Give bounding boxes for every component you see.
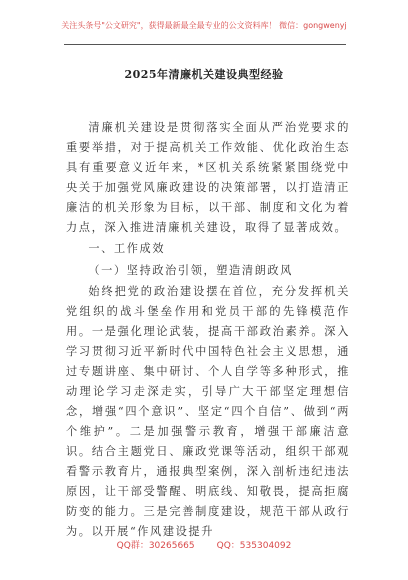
section-heading: 一、工作成效 [88,242,166,255]
intro-paragraph: 清廉机关建设是贯彻落实全面从严治党要求的重要举措，对于提高机关工作效能、优化政治生态具有重要意义近年来，*区机关系统紧紧围绕党中央关于加强党风廉政建设的决策部署，以打造清正廉洁的机关形象为目标，以干部、制度和文化为着力点，深入推进清廉机关建设，取得了显著成效。 [66,121,350,234]
footer-qq-group: QQ群：30265665 [116,541,195,551]
document-body [66,118,350,542]
header-divider [64,44,346,45]
footer-qq: QQ：535304092 [216,541,292,551]
subsection-heading: （一）坚持政治引领，塑造清朗政风 [88,264,293,277]
footer-contact [0,538,408,551]
document-title: 2025年清廉机关建设典型经验 [124,68,284,81]
header-note: 关注头条号"公文研究"，获得最新最全最专业的公文资料库！ 微信：gongwenyj [61,21,347,30]
body-paragraph: 始终把党的政治建设摆在首位，充分发挥机关党组织的战斗堡垒作用和党员干部的先锋模范作用。一是强化理论武装，提高干部政治素养。深入学习贯彻习近平新时代中国特色社会主义思想，通过专题讲座、集中研讨、个人自学等多种形式，推动理论学习走深走实，引导广大干部坚定理想信念，增强“四个意识”、坚定“四个自信”、做到“两个维护”。二是加强警示教育，增强干部廉洁意识。结合主题党日、廉政党课等活动，组织干部观看警示教育片，通报典型案例，深入剖析违纪违法原因，让干部受警醒、明底线、知敬畏，提高拒腐防变的能力。三是完善制度建设，规范干部从政行为。以开展“作风建设提升 [66,285,350,538]
